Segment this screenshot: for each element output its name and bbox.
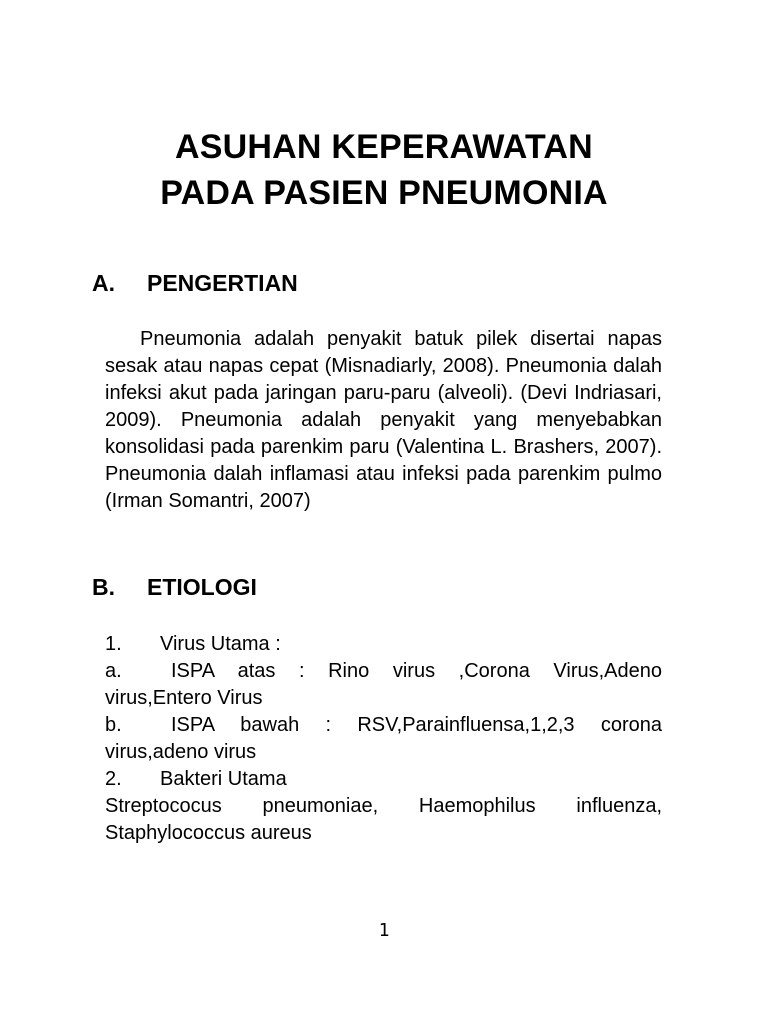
list-text: ISPA bawah : RSV,Parainfluensa,1,2,3 corona virus,adeno virus [105,714,662,763]
section-letter: A. [92,270,115,296]
section-heading-etiologi [92,572,257,602]
list-item [105,793,662,847]
list-marker: 1. [105,633,122,655]
page-number: 1 [378,920,390,941]
etiologi-list [105,631,662,847]
list-marker: a. [105,660,122,682]
list-text: ISPA atas : Rino virus ,Corona Virus,Adeno virus,Entero Virus [105,660,662,709]
list-item [105,712,662,766]
section-heading-pengertian [92,268,298,298]
list-text: Bakteri Utama [160,768,287,790]
title-line-1: ASUHAN KEPERAWATAN [175,128,593,166]
list-item [105,766,662,793]
list-marker: b. [105,714,122,736]
section-letter: B. [92,574,115,600]
list-item [105,658,662,712]
section-title: PENGERTIAN [147,270,298,296]
list-text: Virus Utama : [160,633,281,655]
title-line-2: PADA PASIEN PNEUMONIA [160,174,608,212]
section-title: ETIOLOGI [147,574,257,600]
document-title [0,124,768,216]
list-item [105,631,662,658]
pengertian-paragraph: Pneumonia adalah penyakit batuk pilek disertai napas sesak atau napas cepat (Misnadiarly, 2008). Pneumonia dalah infeksi akut pada jaringan paru-paru (alveoli). (Devi Indriasari, 2009). Pneumonia adalah penyakit yang menyebabkan konsolidasi pada parenkim paru (Valentina L. Brashers, 2007). Pneumonia dalah inflamasi atau infeksi pada parenkim pulmo (Irman Somantri, 2007) [105,328,662,512]
list-marker: 2. [105,768,122,790]
list-text: Streptococus pneumoniae, Haemophilus influenza, Staphylococcus aureus [105,795,662,844]
